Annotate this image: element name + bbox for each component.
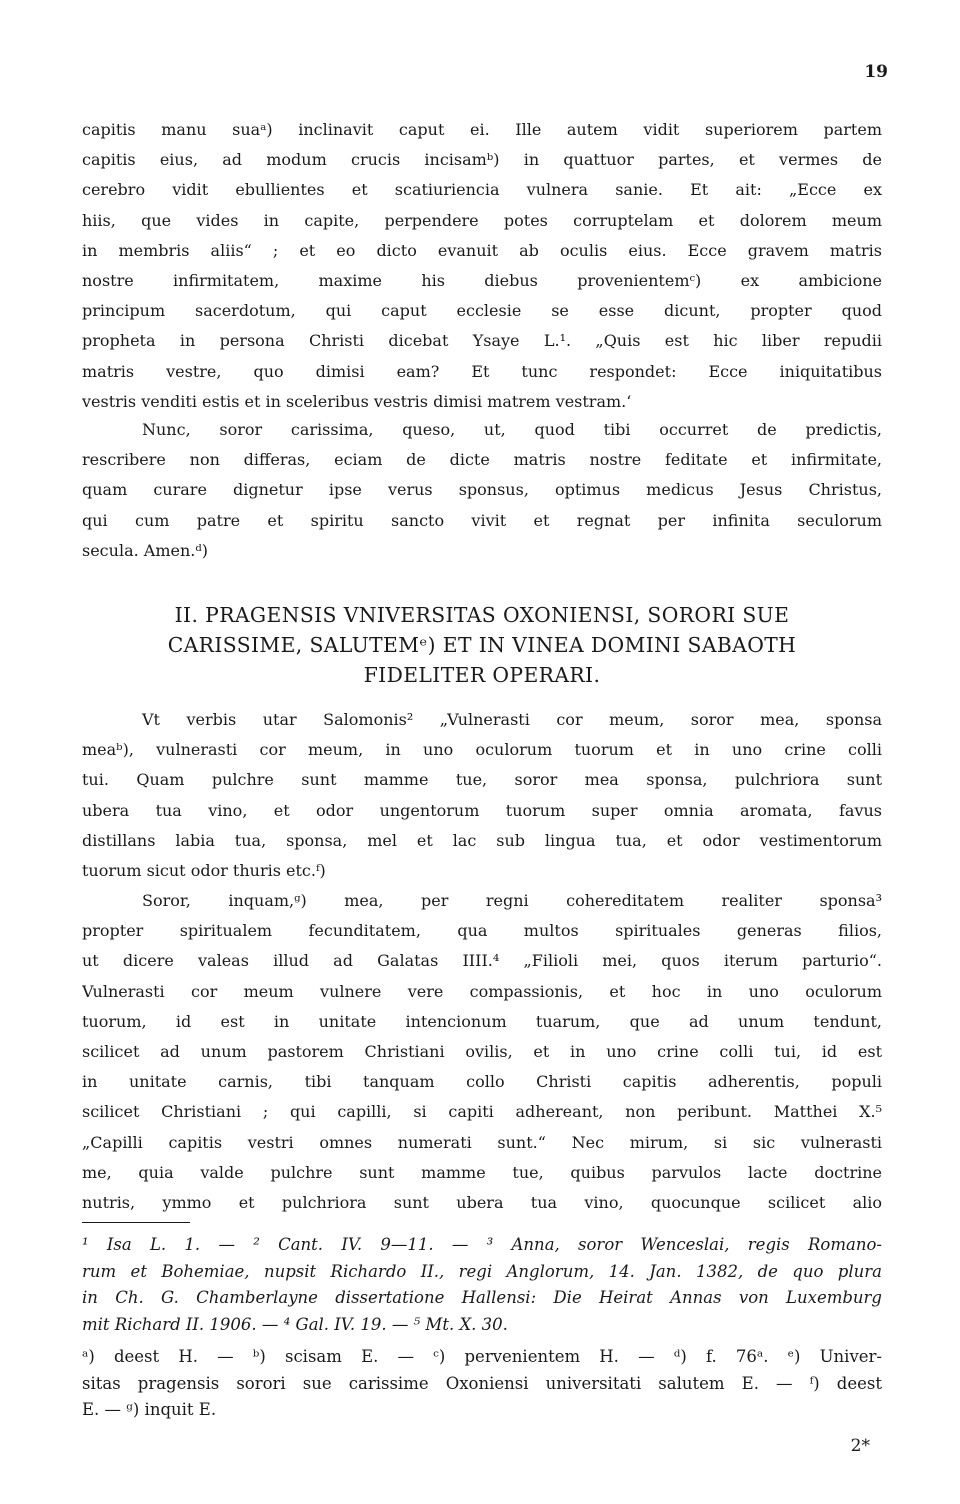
text-line: qui cum patre et spiritu sancto vivit et regnat per infinita seculorum (82, 510, 882, 530)
text-line: principum sacerdotum, qui caput ecclesie se esse dicunt, propter quod (82, 301, 882, 321)
text-line: in membris aliis“ ; et eo dicto evanuit ab oculis eius. Ecce gravem matris (82, 240, 882, 260)
page-number: 19 (864, 62, 888, 82)
text-line: secula. Amen.ᵈ) (82, 540, 208, 560)
numbered-footnotes (82, 1232, 882, 1338)
text-line: quam curare dignetur ipse verus sponsus, optimus medicus Jesus Christus, (82, 480, 882, 500)
text-line: propheta in persona Christi dicebat Ysaye L.¹. „Quis est hic liber repudii (82, 331, 882, 351)
paragraph-1 (82, 120, 882, 422)
footnote-line: ¹ Isa L. 1. — ² Cant. IV. 9—11. — ³ Anna, soror Wenceslai, regis Romano- (82, 1235, 882, 1254)
signature-mark: 2* (850, 1436, 870, 1456)
text-line: rescribere non differas, eciam de dicte matris nostre feditate et infirmitate, (82, 450, 882, 470)
heading-line: II. PRAGENSIS VNIVERSITAS OXONIENSI, SORORI SUE (174, 603, 790, 627)
footnote-line: sitas pragensis sorori sue carissime Oxoniensi universitati salutem E. — ᶠ) deest (82, 1373, 882, 1393)
text-line: tui. Quam pulchre sunt mamme tue, soror mea sponsa, pulchriora sunt (82, 770, 882, 790)
text-line: cerebro vidit ebullientes et scatiuriencia vulnera sanie. Et ait: „Ecce ex (82, 180, 882, 200)
text-line: „Capilli capitis vestri omnes numerati sunt.“ Nec mirum, si sic vulnerasti (82, 1132, 882, 1152)
footnote-line: E. — ᵍ) inquit E. (82, 1400, 217, 1420)
text-line: capitis manu suaᵃ) inclinavit caput ei. Ille autem vidit superiorem partem (82, 120, 882, 139)
heading-line: FIDELITER OPERARI. (363, 663, 601, 688)
text-line: scilicet ad unum pastorem Christiani ovilis, et in uno crine colli tui, id est (82, 1041, 882, 1061)
text-line: hiis, que vides in capite, perpendere potes corruptelam et dolorem meum (82, 210, 882, 230)
text-line: vestris venditi estis et in sceleribus vestris dimisi matrem vestram.‘ (82, 391, 632, 411)
footnote-divider (82, 1222, 190, 1223)
lettered-footnotes (82, 1344, 882, 1424)
text-line: Vulnerasti cor meum vulnere vere compassionis, et hoc in uno oculorum (82, 981, 882, 1001)
text-line: scilicet Christiani ; qui capilli, si capiti adhereant, non peribunt. Matthei X.⁵ (82, 1102, 882, 1122)
text-line: in unitate carnis, tibi tanquam collo Christi capitis adherentis, populi (82, 1072, 882, 1092)
paragraph-3 (82, 710, 882, 891)
text-line: matris vestre, quo dimisi eam? Et tunc respondet: Ecce iniquitatibus (82, 361, 882, 381)
footnote-line: in Ch. G. Chamberlayne dissertatione Hallensi: Die Heirat Annas von Luxemburg (82, 1288, 882, 1308)
text-line: Soror, inquam,ᵍ) mea, per regni cohereditatem realiter sponsa³ (142, 891, 882, 910)
text-line: capitis eius, ad modum crucis incisamᵇ) in quattuor partes, et vermes de (82, 150, 882, 170)
heading-line: CARISSIME, SALUTEMᵉ) ET IN VINEA DOMINI SABAOTH (167, 633, 797, 658)
text-line: nutris, ymmo et pulchriora sunt ubera tua vino, quocunque scilicet alio (82, 1192, 882, 1212)
text-line: Vt verbis utar Salomonis² „Vulnerasti cor meum, soror mea, sponsa (142, 710, 882, 729)
letter-heading (82, 600, 882, 691)
text-line: ut dicere valeas illud ad Galatas IIII.⁴ „Filioli mei, quos iterum parturio“. (82, 951, 882, 971)
footnote-line: mit Richard II. 1906. — ⁴ Gal. IV. 19. — ⁵ Mt. X. 30. (82, 1314, 508, 1334)
text-line: me, quia valde pulchre sunt mamme tue, quibus parvulos lacte doctrine (82, 1162, 882, 1182)
text-line: tuorum sicut odor thuris etc.ᶠ) (82, 860, 326, 880)
paragraph-2 (82, 420, 882, 571)
text-line: tuorum, id est in unitate intencionum tuarum, que ad unum tendunt, (82, 1011, 882, 1031)
footnote-line: rum et Bohemiae, nupsit Richardo II., regi Anglorum, 14. Jan. 1382, de quo plura (82, 1261, 882, 1281)
paragraph-4 (82, 891, 882, 1223)
text-line: meaᵇ), vulnerasti cor meum, in uno oculorum tuorum et in uno crine colli (82, 740, 882, 760)
text-line: nostre infirmitatem, maxime his diebus provenientemᶜ) ex ambicione (82, 270, 882, 290)
text-line: propter spiritualem fecunditatem, qua multos spirituales generas filios, (82, 921, 882, 941)
footnote-line: ᵃ) deest H. — ᵇ) scisam E. — ᶜ) pervenientem H. — ᵈ) f. 76ᵃ. ᵉ) Univer- (82, 1347, 882, 1366)
text-line: distillans labia tua, sponsa, mel et lac sub lingua tua, et odor vestimentorum (82, 830, 882, 850)
text-line: ubera tua vino, et odor ungentorum tuorum super omnia aromata, favus (82, 800, 882, 820)
text-line: Nunc, soror carissima, queso, ut, quod tibi occurret de predictis, (142, 420, 882, 439)
